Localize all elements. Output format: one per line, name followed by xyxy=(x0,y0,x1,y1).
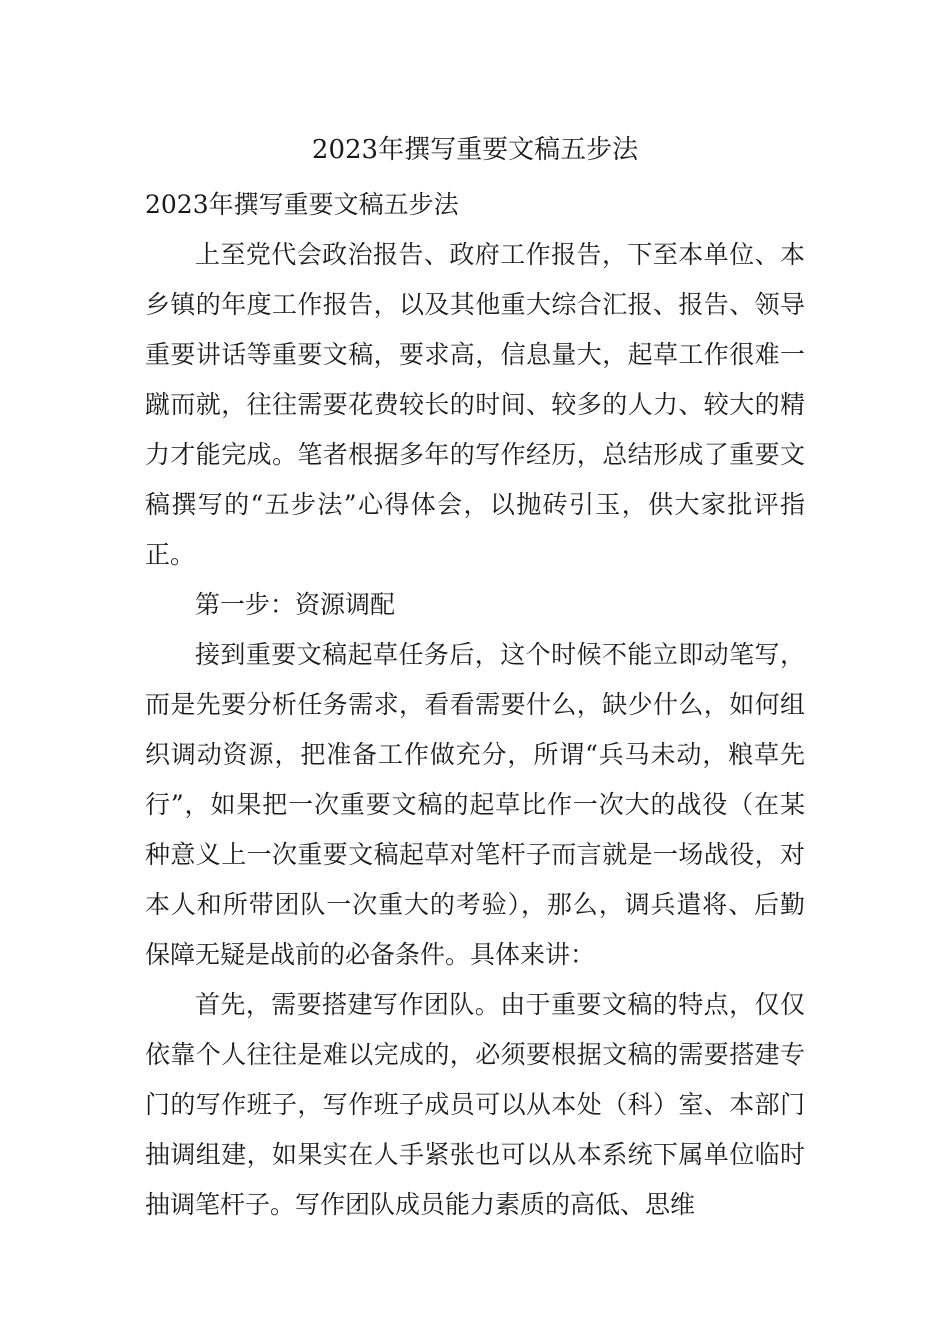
paragraph-intro: 上至党代会政治报告、政府工作报告，下至本单位、本乡镇的年度工作报告，以及其他重大综合汇报、报告、领导重要讲话等重要文稿，要求高，信息量大，起草工作很难一蹴而就，往往需要花费较长的时间、较多的人力、较大的精力才能完成。笔者根据多年的写作经历，总结形成了重要文稿撰写的“五步法”心得体会，以抛砖引玉，供大家批评指正。 xyxy=(145,240,805,569)
document-title: 2023年撰写重要文稿五步法 xyxy=(311,135,639,165)
document-body xyxy=(145,180,805,1230)
paragraph-step-one: 接到重要文稿起草任务后，这个时候不能立即动笔写，而是先要分析任务需求，看看需要什么，缺少什么，如何组织调动资源，把准备工作做充分，所谓“兵马未动，粮草先行”，如果把一次重要文稿的起草比作一次大的战役（在某种意义上一次重要文稿起草对笔杆子而言就是一场战役，对本人和所带团队一次重大的考验），那么，调兵遣将、后勤保障无疑是战前的必备条件。具体来讲： xyxy=(145,640,805,969)
paragraph-team-building: 首先，需要搭建写作团队。由于重要文稿的特点，仅仅依靠个人往往是难以完成的，必须要根据文稿的需要搭建专门的写作班子，写作班子成员可以从本处（科）室、本部门抽调组建，如果实在人手紧张也可以从本系统下属单位临时抽调笔杆子。写作团队成员能力素质的高低、思维 xyxy=(145,990,805,1219)
section-heading-step-one: 第一步：资源调配 xyxy=(195,590,396,619)
document-subtitle: 2023年撰写重要文稿五步法 xyxy=(145,190,459,219)
